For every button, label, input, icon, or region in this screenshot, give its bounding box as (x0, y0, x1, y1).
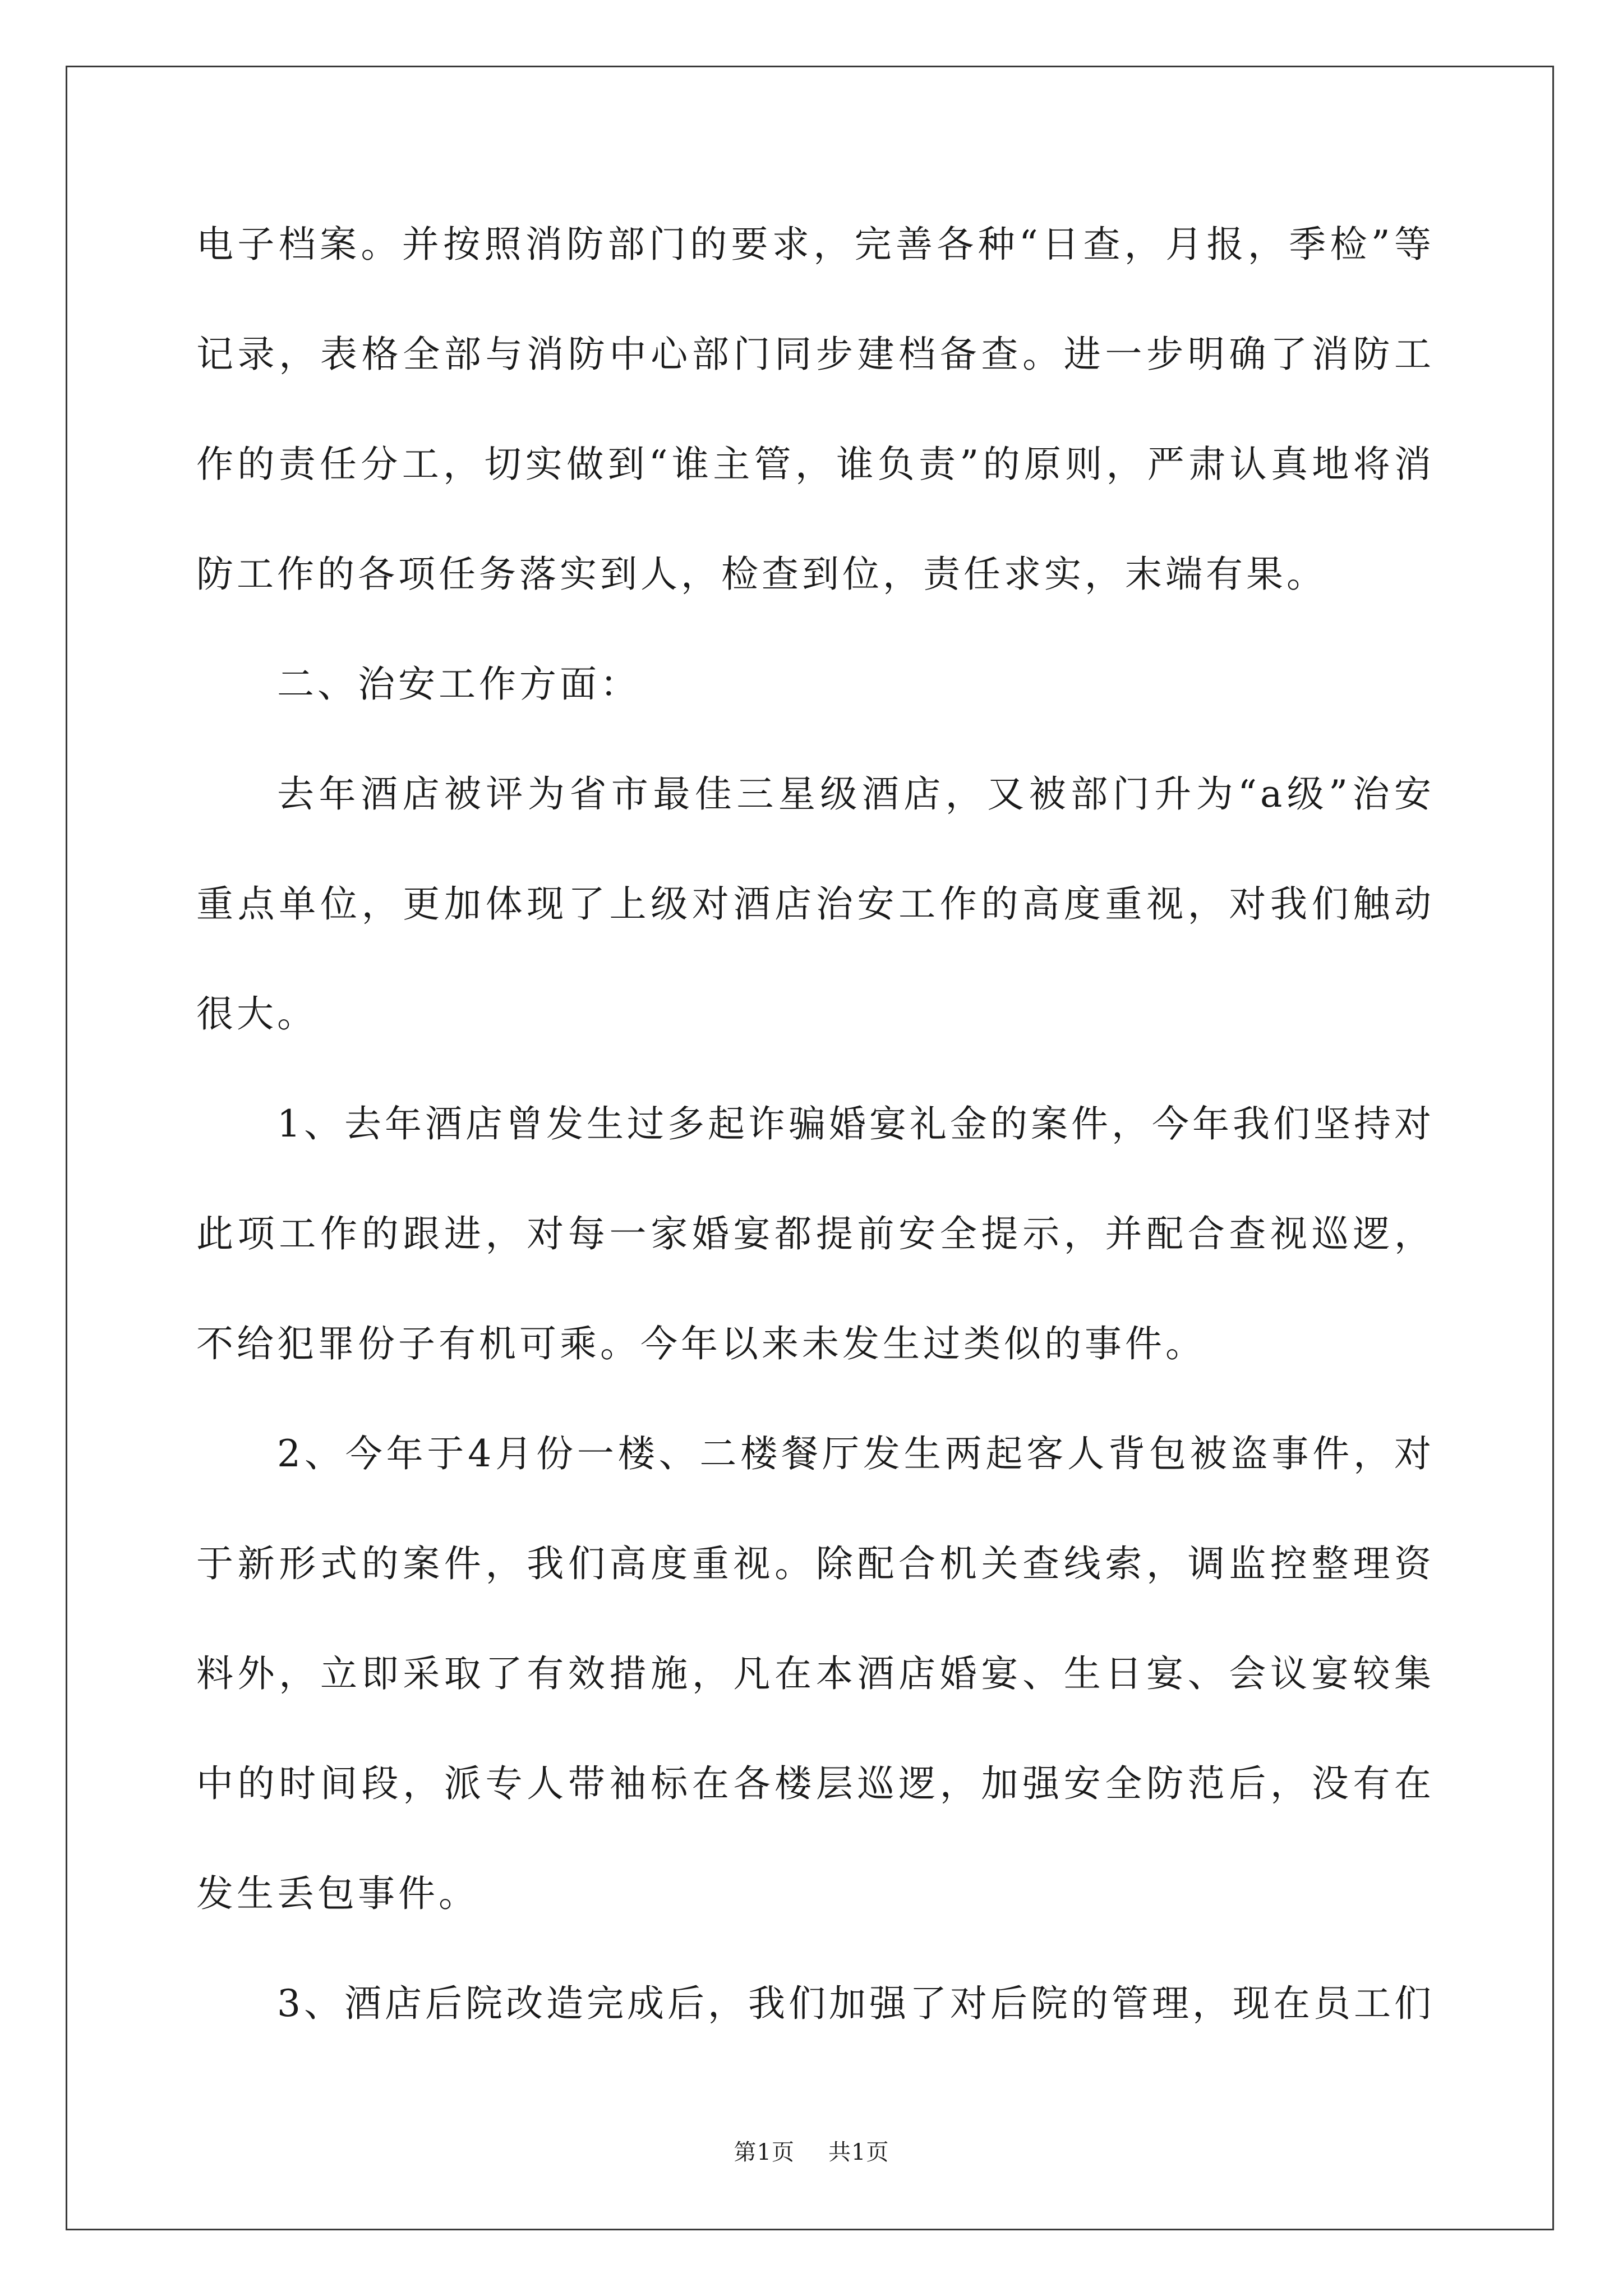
paragraph-6: 3、酒店后院改造完成后，我们加强了对后院的管理，现在员工们 (277, 1982, 1435, 2025)
section-heading-security: 二、治安工作方面： (277, 662, 640, 706)
page-total: 共1页 (828, 2139, 889, 2165)
page-number: 第1页 (734, 2139, 795, 2165)
document-body (196, 190, 1435, 2059)
paragraph-5: 2、今年于4月份一楼、二楼餐厅发生两起客人背包被盗事件，对于新形式的案件，我们高度重视。除配合机关查线索，调监控整理资料外，立即采取了有效措施，凡在本酒店婚宴、生日宴、会议宴较集中的时间段，派专人带袖标在各楼层巡逻，加强安全防范后，没有在发生丢包事件。 (196, 1432, 1435, 1915)
page-footer (0, 2134, 1623, 2166)
paragraph-1: 电子档案。并按照消防部门的要求，完善各种“日查，月报，季检”等记录，表格全部与消防中心部门同步建档备查。进一步明确了消防工作的责任分工，切实做到“谁主管，谁负责”的原则，严肃认真地将消防工作的各项任务落实到人，检查到位，责任求实，末端有果。 (196, 223, 1435, 596)
paragraph-4: 1、去年酒店曾发生过多起诈骗婚宴礼金的案件，今年我们坚持对此项工作的跟进，对每一家婚宴都提前安全提示，并配合查视巡逻，不给犯罪份子有机可乘。今年以来未发生过类似的事件。 (196, 1102, 1435, 1365)
paragraph-3: 去年酒店被评为省市最佳三星级酒店，又被部门升为“a级”治安重点单位，更加体现了上级对酒店治安工作的高度重视，对我们触动很大。 (196, 772, 1435, 1036)
